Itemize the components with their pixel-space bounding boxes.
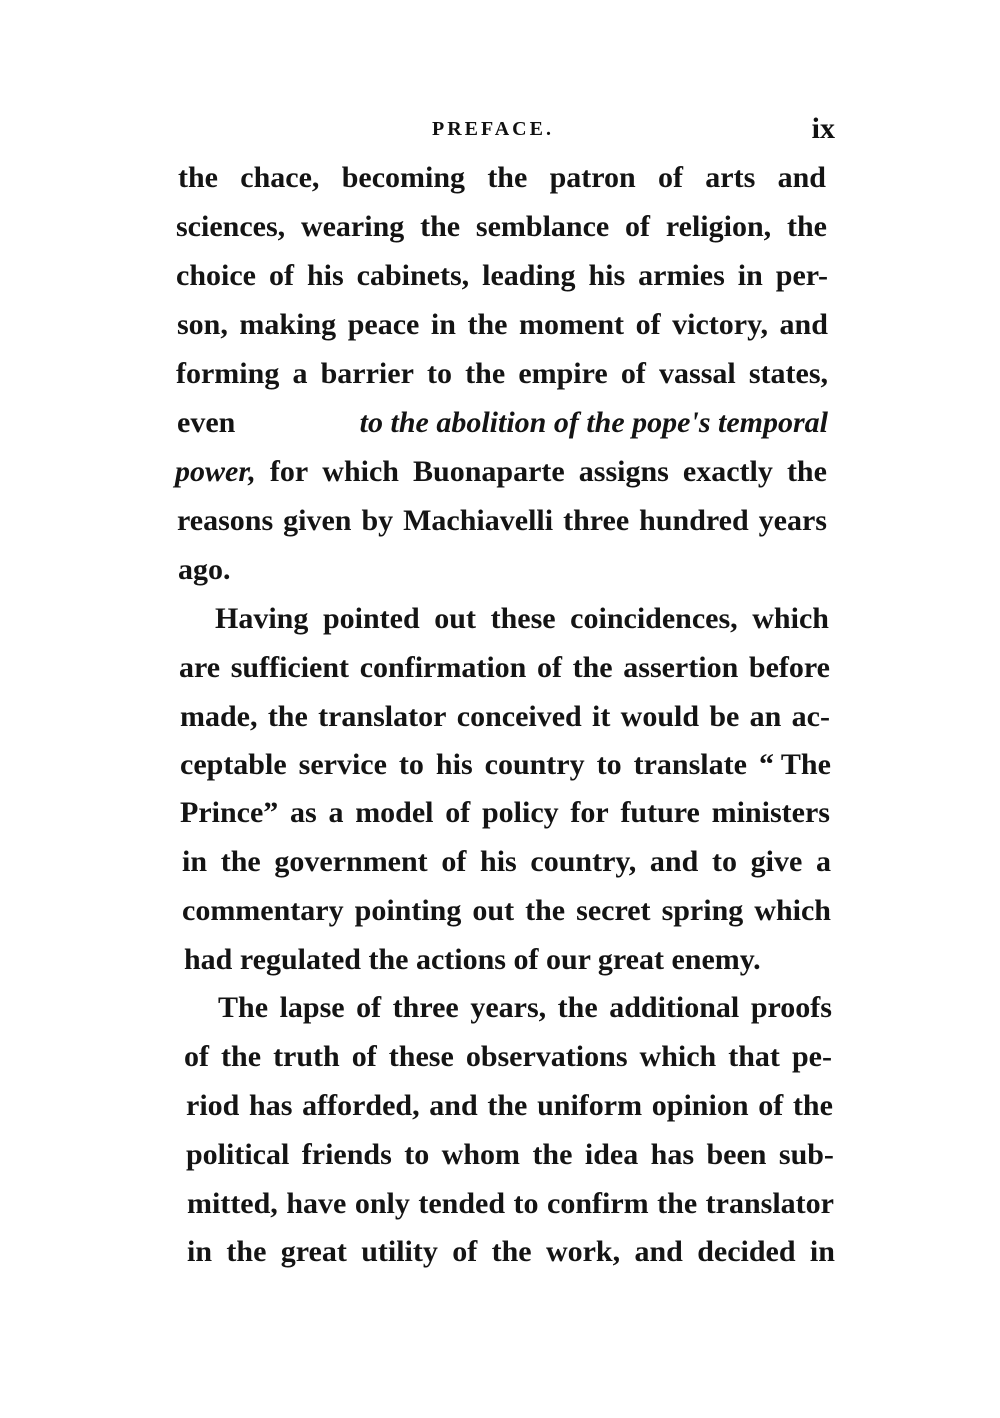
- text-line: [187, 1232, 835, 1272]
- word: in: [187, 1235, 213, 1268]
- word: riod: [186, 1089, 240, 1122]
- word: his: [435, 748, 473, 781]
- word: a: [292, 357, 308, 390]
- word: sufficient: [230, 651, 350, 684]
- word: of: [452, 1235, 478, 1268]
- word: ministers: [711, 796, 830, 829]
- word: which: [639, 1040, 717, 1073]
- word: empire: [518, 357, 608, 390]
- word: would: [620, 700, 700, 733]
- word: proofs: [750, 991, 832, 1024]
- word: are: [179, 651, 221, 684]
- word: three: [392, 991, 459, 1024]
- word: it: [592, 700, 611, 733]
- word: the: [178, 161, 218, 194]
- word: which: [754, 894, 831, 927]
- word: the: [657, 1187, 698, 1220]
- word: even: [177, 406, 236, 439]
- word: idea: [584, 1138, 639, 1171]
- word: and: [777, 161, 826, 194]
- word: which: [752, 602, 829, 635]
- word: observations: [465, 1040, 628, 1073]
- word: ago.: [178, 553, 231, 586]
- word: vassal: [659, 357, 736, 390]
- word: reasons: [177, 504, 274, 537]
- word: be: [709, 700, 740, 733]
- word: opinion: [651, 1089, 749, 1122]
- word: states,: [748, 357, 828, 390]
- word: country,: [530, 845, 637, 878]
- word: had regulated the actions of our great enemy.: [184, 943, 761, 976]
- word: out: [434, 602, 476, 635]
- word: semblance: [475, 210, 610, 243]
- word: in: [182, 845, 208, 878]
- word: has: [650, 1138, 695, 1171]
- word: out: [472, 894, 515, 927]
- word: tended: [418, 1187, 506, 1220]
- text-line: [184, 940, 824, 980]
- word: to: [711, 845, 737, 878]
- word: the: [786, 210, 827, 243]
- word: forming: [176, 357, 280, 390]
- word: has: [249, 1089, 293, 1122]
- word: becoming: [341, 161, 466, 194]
- word: give: [750, 845, 803, 878]
- word: of: [441, 845, 467, 878]
- text-line: [178, 550, 378, 590]
- word: to: [513, 1187, 539, 1220]
- word: government: [274, 845, 428, 878]
- word: confirmation: [359, 651, 527, 684]
- word: per-: [775, 259, 828, 292]
- word: truth: [273, 1040, 340, 1073]
- word: to: [398, 748, 424, 781]
- word: pointed: [322, 602, 420, 635]
- word: ac-: [791, 700, 830, 733]
- word: the: [467, 308, 508, 341]
- word: before: [748, 651, 830, 684]
- text-line: [177, 501, 827, 541]
- word: a: [815, 845, 831, 878]
- word: of: [658, 161, 684, 194]
- word: mitted,: [187, 1187, 278, 1220]
- word: pointing: [354, 894, 462, 927]
- word: model: [355, 796, 434, 829]
- word: the: [487, 161, 528, 194]
- word: Buonaparte: [413, 455, 565, 488]
- word: the: [532, 1138, 573, 1171]
- word: policy: [481, 796, 559, 829]
- word: in: [809, 1235, 835, 1268]
- text-line: [182, 842, 831, 882]
- text-line: [180, 697, 830, 737]
- word: hundred: [639, 504, 749, 537]
- word: and: [634, 1235, 683, 1268]
- word: patron: [549, 161, 636, 194]
- text-line: [175, 452, 827, 492]
- text-line: [186, 1086, 833, 1126]
- word: an: [749, 700, 782, 733]
- word: the: [792, 1089, 833, 1122]
- word: the: [267, 700, 308, 733]
- word: of: [356, 991, 382, 1024]
- word: translator: [705, 1187, 834, 1220]
- text-line: [186, 1135, 834, 1175]
- word: these: [388, 1040, 454, 1073]
- word: ceptable: [180, 748, 287, 781]
- word: decided: [697, 1235, 796, 1268]
- text-line: [184, 1037, 832, 1077]
- word: to: [427, 357, 453, 390]
- word: pe-: [791, 1040, 832, 1073]
- word: coincidences,: [570, 602, 738, 635]
- text-line: [180, 793, 830, 833]
- word: of: [758, 1089, 784, 1122]
- word: the: [525, 894, 566, 927]
- word: Having: [215, 602, 309, 635]
- word: of: [635, 308, 661, 341]
- word: been: [706, 1138, 767, 1171]
- text-line: [180, 745, 831, 785]
- word: the: [465, 357, 506, 390]
- word: moment: [519, 308, 625, 341]
- word: have: [286, 1187, 347, 1220]
- word: given: [283, 504, 352, 537]
- word: the: [557, 991, 598, 1024]
- word: “ The: [758, 748, 831, 781]
- word: service: [298, 748, 387, 781]
- word: these: [490, 602, 556, 635]
- word: political: [186, 1138, 290, 1171]
- word: son,: [177, 308, 228, 341]
- word: utility: [361, 1235, 438, 1268]
- word: country: [484, 748, 585, 781]
- word: making: [239, 308, 337, 341]
- word: armies: [638, 259, 725, 292]
- running-head: [177, 112, 835, 152]
- word: The: [218, 991, 269, 1024]
- word: chace,: [240, 161, 320, 194]
- word: whom: [441, 1138, 520, 1171]
- word: work,: [545, 1235, 621, 1268]
- word: barrier: [320, 357, 414, 390]
- word: lapse: [279, 991, 345, 1024]
- word: his: [306, 259, 344, 292]
- italic-word: power,: [175, 455, 256, 488]
- running-title: PREFACE.: [432, 118, 554, 140]
- word: for: [570, 796, 609, 829]
- word: of: [268, 259, 294, 292]
- text-line: [176, 207, 827, 247]
- word: the: [226, 1235, 267, 1268]
- text-line: [218, 988, 832, 1028]
- word: choice: [176, 259, 256, 292]
- word: which: [322, 455, 399, 488]
- word: the: [487, 1089, 528, 1122]
- word: Machiavelli: [403, 504, 554, 537]
- word: spring: [661, 894, 744, 927]
- word: for: [269, 455, 309, 488]
- word: wearing: [300, 210, 405, 243]
- text-line: [177, 403, 828, 443]
- word: to: [404, 1138, 430, 1171]
- word: and: [649, 845, 699, 878]
- word: the: [221, 1040, 262, 1073]
- word: cabinets,: [356, 259, 470, 292]
- word: by: [361, 504, 394, 537]
- word: only: [354, 1187, 410, 1220]
- word: the: [572, 651, 613, 684]
- word: translate: [633, 748, 747, 781]
- text-line: [176, 256, 828, 296]
- word: the: [220, 845, 261, 878]
- text-line: [182, 891, 831, 931]
- text-line: [187, 1184, 834, 1224]
- word: a: [328, 796, 344, 829]
- word: in: [737, 259, 763, 292]
- word: assigns: [578, 455, 669, 488]
- word: assertion: [623, 651, 739, 684]
- word: additional: [609, 991, 740, 1024]
- word: exactly: [682, 455, 773, 488]
- word: victory,: [672, 308, 768, 341]
- word: of: [445, 796, 471, 829]
- word: sub-: [778, 1138, 834, 1171]
- word: that: [728, 1040, 780, 1073]
- word: leading: [482, 259, 576, 292]
- text-line: [177, 305, 828, 345]
- word: his: [480, 845, 517, 878]
- word: as: [290, 796, 317, 829]
- word: of: [620, 357, 646, 390]
- word: the: [491, 1235, 532, 1268]
- word: in: [430, 308, 456, 341]
- word: Prince”: [180, 796, 279, 829]
- word: years,: [470, 991, 547, 1024]
- word: conceived: [456, 700, 582, 733]
- text-line: [179, 648, 830, 688]
- word: made,: [180, 700, 258, 733]
- word: religion,: [665, 210, 772, 243]
- word: the: [786, 455, 827, 488]
- word: uniform: [537, 1089, 643, 1122]
- italic-phrase: to the abolition of the pope's temporal: [359, 406, 828, 439]
- word: of: [536, 651, 562, 684]
- word: arts: [705, 161, 756, 194]
- word: sciences,: [176, 210, 286, 243]
- text-line: [176, 354, 828, 394]
- word: and: [779, 308, 828, 341]
- word: translator: [318, 700, 447, 733]
- word: of: [184, 1040, 209, 1073]
- word: future: [620, 796, 700, 829]
- word: and: [429, 1089, 478, 1122]
- word: his: [588, 259, 626, 292]
- word: to: [596, 748, 622, 781]
- word: friends: [301, 1138, 392, 1171]
- word: the: [420, 210, 461, 243]
- word: afforded,: [302, 1089, 420, 1122]
- word: great: [280, 1235, 347, 1268]
- word: peace: [347, 308, 420, 341]
- text-line: [178, 158, 826, 198]
- word: of: [625, 210, 651, 243]
- word: confirm: [547, 1187, 649, 1220]
- word: of: [351, 1040, 377, 1073]
- word: secret: [576, 894, 651, 927]
- word: three: [563, 504, 630, 537]
- word: years: [758, 504, 827, 537]
- text-line: [215, 599, 829, 639]
- word: commentary: [182, 894, 344, 927]
- page-number: ix: [811, 112, 835, 145]
